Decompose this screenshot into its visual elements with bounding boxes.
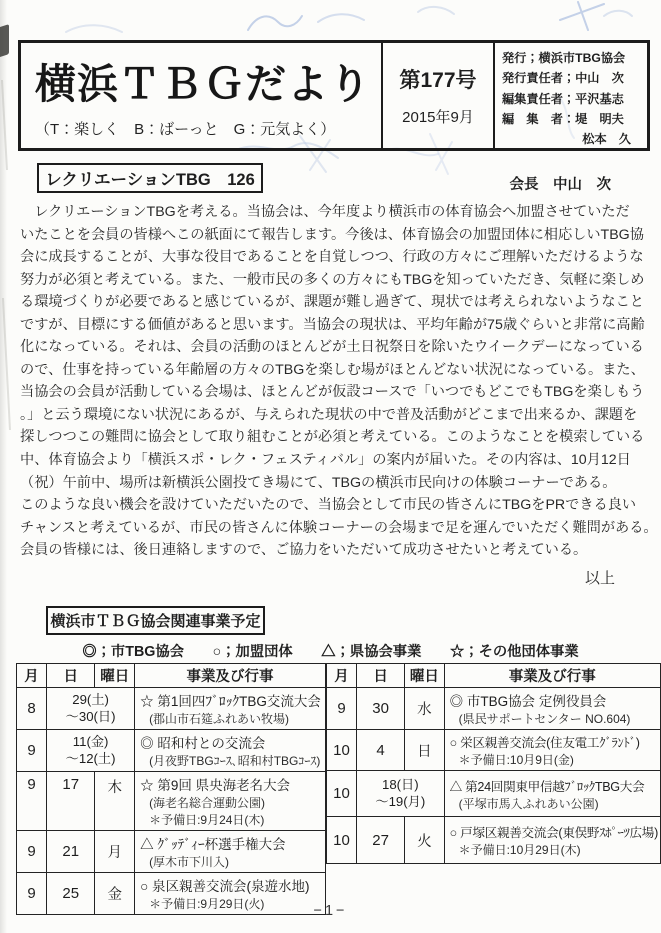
body-line: いたことを会員の皆様へこの紙面にて報告します。今後は、体育協会の加盟団体に相応しいTBG協: [20, 226, 644, 243]
cell-month: 9: [17, 772, 47, 831]
cell-dow: 水: [405, 688, 444, 730]
newsletter-title: 横浜ＴＢＧだより: [35, 61, 371, 107]
newsletter-subtitle: （T：楽しく B：ばーっと G：元気よく）: [35, 121, 336, 138]
cell-day: 4: [357, 730, 405, 771]
schedule-legend: ◎；市TBG協会 ○；加盟団体 △；県協会事業 ☆；その他団体事業: [82, 644, 579, 660]
body-line: このような良い機会を設けていただいたので、当協会として市民の皆さんにTBGをPRできる良い: [20, 497, 637, 514]
col-header-day: 日: [357, 664, 405, 688]
editor-chief-line: 編集責任者；平沢基志: [502, 91, 624, 106]
body-line: レクリエーションTBGを考える。当協会は、今年度より横浜市の体育協会へ加盟させていただ: [20, 204, 630, 220]
cell-event: ☆ 第1回四ﾌﾞﾛｯｸTBG交流大会 (郡山市石筵ふれあい牧場): [135, 688, 326, 730]
cell-day: 25: [47, 873, 95, 915]
cell-dow: 火: [405, 817, 444, 864]
scan-edge-shadow: [0, 0, 7, 933]
cell-dow: 日: [405, 730, 444, 771]
cell-event: △ 第24回関東甲信越ﾌﾞﾛｯｸTBG大会 (平塚市馬入ふれあい公園): [444, 771, 660, 817]
scan-corner-mark: [0, 24, 9, 58]
masthead: [18, 40, 650, 151]
body-line: ので、仕事を持っている年齢層の方々のTBGを楽しむ場がほとんどない状況になっている。また、: [20, 361, 645, 378]
body-line: 会に成長することが、大事な役目であることを自覚しつつ、行政の方々にご理解いただけるような: [20, 249, 644, 266]
article-closing: 以上: [584, 570, 615, 587]
issue-number: 第177号: [399, 68, 477, 92]
cell-day-range: 29(土) ～30(日): [47, 688, 135, 730]
page-number: −1−: [313, 903, 348, 919]
table-header-row: [17, 664, 326, 688]
body-line: 。」と云う環境にない状況にあるが、与えられた現状の中で普及活動がどこまで出来るか、課題を: [20, 406, 638, 423]
col-header-event: 事業及び行事: [444, 664, 660, 688]
col-header-dow: 曜日: [405, 664, 444, 688]
body-line: 努力が必須と考えている。また、一般市民の多くの方々にもTBGを知っていただき、気軽に楽しめ: [20, 271, 645, 288]
body-line: （祝）午前中、場所は新横浜公園投てき場にて、TBGの横浜市民向けの体験コーナーである。: [20, 474, 617, 491]
cell-day: 17: [47, 772, 95, 831]
cell-month: 9: [17, 730, 47, 772]
cell-dow: 木: [95, 772, 135, 831]
body-line: 中、体育協会より「横浜スポ・レク・フェスティバル」の案内が届いた。その内容は、10月12日: [20, 452, 631, 469]
schedule-tables: [16, 663, 661, 915]
table-row: [326, 771, 660, 817]
publisher-line: 発行；横浜市TBG協会: [502, 51, 626, 65]
cell-day: 30: [357, 688, 405, 730]
table-row: [326, 817, 660, 864]
publisher-chief-line: 発行責任者；中山 次: [502, 71, 624, 86]
article-body: [20, 201, 658, 562]
body-line: 当協会の会員が活動している会場は、ほとんどが仮設コースで「いつでもどこでもTBGを楽しもう: [20, 384, 645, 401]
cell-day-range: 11(金) ～12(土): [47, 730, 135, 772]
body-line: ですが、目標にする価値があると思います。当協会の現状は、平均年齢が75歳ぐらいと非常に高齢: [20, 316, 645, 333]
editor-line: 編 集 者：堤 明夫: [502, 111, 624, 126]
col-header-day: 日: [47, 664, 95, 688]
cell-month: 10: [326, 771, 356, 817]
table-header-row: [326, 664, 660, 688]
table-row: [17, 730, 326, 772]
issue-cell: [381, 43, 493, 148]
schedule-table-right: [326, 663, 661, 864]
schedule-section-title: 横浜市ＴＢＧ協会関連事業予定: [46, 606, 265, 635]
cell-month: 9: [17, 831, 47, 873]
cell-event: ◎ 市TBG協会 定例役員会 (県民サポートセンター NO.604): [444, 688, 660, 730]
masthead-title-cell: [21, 43, 381, 148]
table-row: [17, 772, 326, 831]
cell-month: 9: [17, 873, 47, 915]
col-header-month: 月: [326, 664, 356, 688]
cell-month: 10: [326, 817, 356, 864]
series-title-box: レクリエーションTBG 126: [37, 163, 263, 193]
cell-month: 10: [326, 730, 356, 771]
cell-event: ○ 戸塚区親善交流会(東俣野ｽﾎﾟｰﾂ広場) ＊予備日:10月29日(木): [444, 817, 660, 864]
body-line: 会員の皆様には、後日連絡しますので、ご協力をいただいて成功させたいと考えている。: [20, 542, 588, 559]
cell-event: ○ 泉区親善交流会(泉遊水地) ＊予備日:9月29日(火): [135, 873, 326, 915]
table-row: [326, 688, 660, 730]
schedule-table-left: [16, 663, 326, 915]
cell-event: ○ 栄区親善交流会(住友電工ｸﾞﾗﾝﾄﾞ) ＊予備日:10月9日(金): [444, 730, 660, 771]
table-row: [17, 831, 326, 873]
editor-line-2: 松本 久: [582, 132, 631, 147]
col-header-event: 事業及び行事: [135, 664, 326, 688]
cell-day-range: 18(日) ～19(月): [357, 771, 445, 817]
cell-event: ☆ 第9回 県央海老名大会 (海老名総合運動公園) ＊予備日:9月24日(木): [135, 772, 326, 831]
cell-day: 21: [47, 831, 95, 873]
cell-month: 8: [17, 688, 47, 730]
body-line: る環境づくりが必要であると感じているが、課題が難し過ぎて、現状では考えられないようなこと: [20, 294, 644, 311]
table-row: [17, 688, 326, 730]
cell-dow: 金: [95, 873, 135, 915]
cell-day: 27: [357, 817, 405, 864]
byline: 会長 中山 次: [509, 177, 611, 193]
col-header-dow: 曜日: [95, 664, 135, 688]
col-header-month: 月: [17, 664, 47, 688]
publisher-info: [493, 43, 647, 148]
cell-event: △ ｸﾞｯﾃﾞｨｰ杯選手権大会 (厚木市下川入): [135, 831, 326, 873]
issue-date: 2015年9月: [402, 109, 474, 127]
body-line: 探しつつこの難問に協会として取り組むことが必須と考えている。このようなことを模索している: [20, 429, 645, 446]
body-line: チャンスと考えているが、市民の皆さんに体験コーナーの会場まで足を運んでいただく難問がある。: [20, 519, 658, 536]
cell-dow: 月: [95, 831, 135, 873]
cell-event: ◎ 昭和村との交流会 (月夜野TBGｺｰｽ､昭和村TBGｺｰｽ): [135, 730, 326, 772]
body-line: 化になっている。それは、会員の活動のほとんどが土日祝祭日を除いたウイークデーになっている: [20, 339, 644, 356]
table-row: [326, 730, 660, 771]
cell-month: 9: [326, 688, 356, 730]
